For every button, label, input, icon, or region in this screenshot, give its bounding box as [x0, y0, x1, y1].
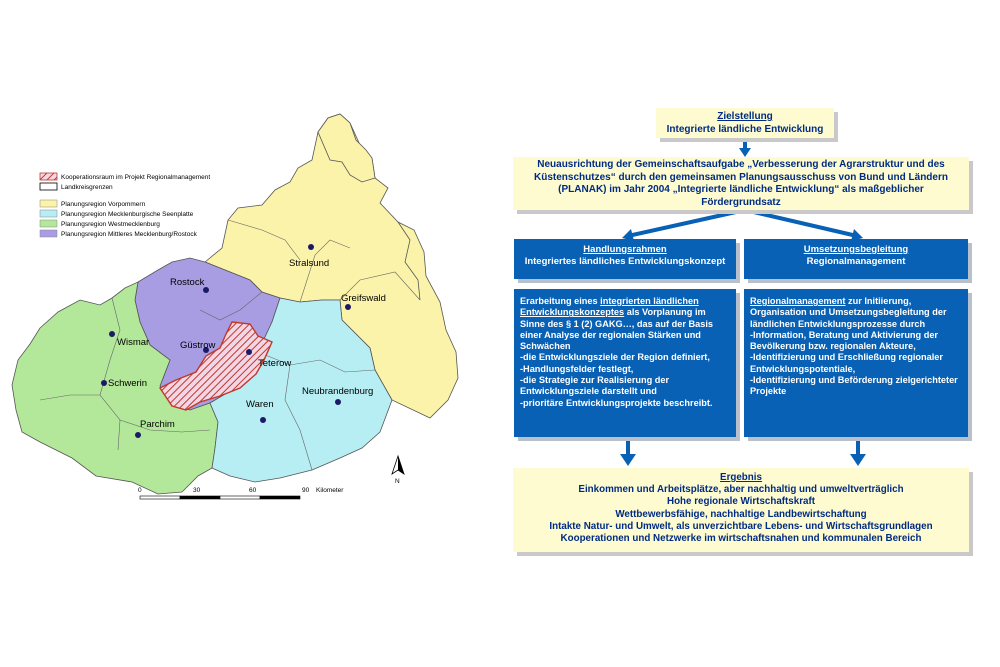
scale-unit: Kilometer: [316, 487, 344, 494]
umsetzungsbegleitung-box: [744, 239, 968, 279]
city-label-parchim: Parchim: [140, 419, 175, 430]
neuausrichtung-line-1: Neuausrichtung der Gemeinschaftsaufgabe „Verbesserung der Agrarstruktur und des: [537, 159, 945, 170]
right-bullet-2: -Identifizierung und Erschließung regionaler Entwicklungspotentiale,: [750, 352, 943, 374]
right-detail-rest: zur Initiierung, Organisation und Umsetzungsbegleitung der ländlichen Entwicklungsprozesse durch: [750, 296, 947, 329]
left-bullet-4: -prioritäre Entwicklungsprojekte beschreibt.: [520, 397, 713, 408]
legend-label-vorpommern: Planungsregion Vorpommern: [61, 201, 146, 208]
legend-label-kooperation: Kooperationsraum im Projekt Regionalmanagement: [61, 174, 211, 181]
ergebnis-line-4: Intakte Natur- und Umwelt, als unverzichtbare Lebens- und Wirtschaftsgrundlagen: [549, 520, 933, 532]
legend-label-landkreisgrenzen: Landkreisgrenzen: [61, 184, 113, 191]
scale-tick-60: 60: [249, 487, 257, 494]
arrow-to-umsetzungsbegleitung: [745, 210, 863, 241]
left-bullet-3: -die Strategie zur Realisierung der Entwicklungsziele darstellt und: [520, 375, 670, 397]
legend-label-seenplatte: Planungsregion Mecklenburgische Seenplatte: [61, 211, 194, 218]
ergebnis-line-5: Kooperationen und Netzwerke im wirtschaftsnahen und kommunalen Bereich: [560, 533, 922, 545]
detail-emph-regionalmanagement: Regionalmanagement: [750, 296, 846, 306]
arrow-right-to-ergebnis: [850, 437, 866, 466]
right-bullet-3: -Identifizierung und Beförderung zielgerichteter Projekte: [750, 375, 958, 397]
umsetzungsbegleitung-title: Umsetzungsbegleitung: [803, 244, 909, 255]
handlungsrahmen-detail-box: [514, 289, 736, 437]
scale-tick-90: 90: [302, 487, 310, 494]
neuausrichtung-line-4: Fördergrundsatz: [701, 196, 781, 208]
detail-intro: Erarbeitung eines: [520, 296, 601, 306]
city-label-greifswald: Greifswald: [341, 293, 386, 304]
zielstellung-text: Integrierte ländliche Entwicklung: [666, 124, 824, 135]
legend-label-rostock: Planungsregion Mittleres Mecklenburg/Rostock: [61, 231, 197, 238]
ergebnis-box: [513, 468, 969, 552]
detail-emph-konzept: integrierten ländlichen Entwicklungskonzeptes: [520, 296, 699, 318]
legend-label-westmecklenburg: Planungsregion Westmecklenburg: [61, 221, 160, 228]
umsetzungsbegleitung-detail-paragraph: [750, 296, 962, 330]
neuausrichtung-line-2: Küstenschutzes“ durch den gemeinsamen Planungsausschuss von Bund und Ländern: [534, 171, 948, 183]
detail-rest: als Vorplanung im Sinne des § 1 (2) GAKG…, das auf der Basis einer Analyse der regionalen Stärken und Schwächen: [520, 307, 713, 352]
right-bullet-1: -Information, Beratung und Aktivierung der Bevölkerung bzw. regionalen Akteure,: [750, 329, 939, 352]
city-label-stralsund: Stralsund: [289, 258, 330, 269]
zielstellung-title: Zielstellung: [717, 111, 773, 122]
left-bullet-1: -die Entwicklungsziele der Region definiert,: [520, 352, 710, 363]
umsetzungsbegleitung-text: Regionalmanagement: [806, 256, 906, 267]
city-label-guestrow: Güstrow: [180, 340, 216, 351]
scale-tick-0: 0: [138, 487, 142, 494]
city-label-neubrandenburg: Neubrandenburg: [302, 386, 374, 397]
handlungsrahmen-detail-paragraph: [520, 296, 730, 352]
handlungsrahmen-title: Handlungsrahmen: [583, 244, 667, 255]
ergebnis-title: Ergebnis: [720, 472, 762, 483]
handlungsrahmen-box: [514, 239, 736, 279]
city-label-schwerin: Schwerin: [108, 378, 148, 389]
left-bullet-2: -Handlungsfelder festlegt,: [520, 363, 634, 374]
north-label: N: [395, 478, 400, 485]
city-label-wismar: Wismar: [117, 337, 150, 348]
ergebnis-line-2: Hohe regionale Wirtschaftskraft: [667, 496, 815, 508]
neuausrichtung-line-3: (PLANAK) im Jahr 2004 „Integrierte ländliche Entwicklung“ als maßgeblicher: [558, 184, 924, 195]
zielstellung-box: [656, 108, 834, 138]
city-label-waren: Waren: [246, 399, 274, 410]
umsetzungsbegleitung-detail-box: [744, 289, 968, 437]
handlungsrahmen-text: Integriertes ländliches Entwicklungskonzept: [524, 256, 726, 267]
ergebnis-line-1: Einkommen und Arbeitsplätze, aber nachhaltig und umweltverträglich: [578, 484, 904, 496]
scale-tick-30: 30: [193, 487, 201, 494]
arrow-zielstellung-to-neuausrichtung: [739, 138, 751, 157]
arrow-to-handlungsrahmen: [622, 210, 745, 241]
arrow-left-to-ergebnis: [620, 437, 636, 466]
ergebnis-line-3: Wettbewerbsfähige, nachhaltige Landbewirtschaftung: [615, 508, 867, 520]
city-label-teterow: Teterow: [258, 358, 292, 369]
neuausrichtung-box: [513, 157, 969, 210]
city-label-rostock: Rostock: [170, 277, 205, 288]
